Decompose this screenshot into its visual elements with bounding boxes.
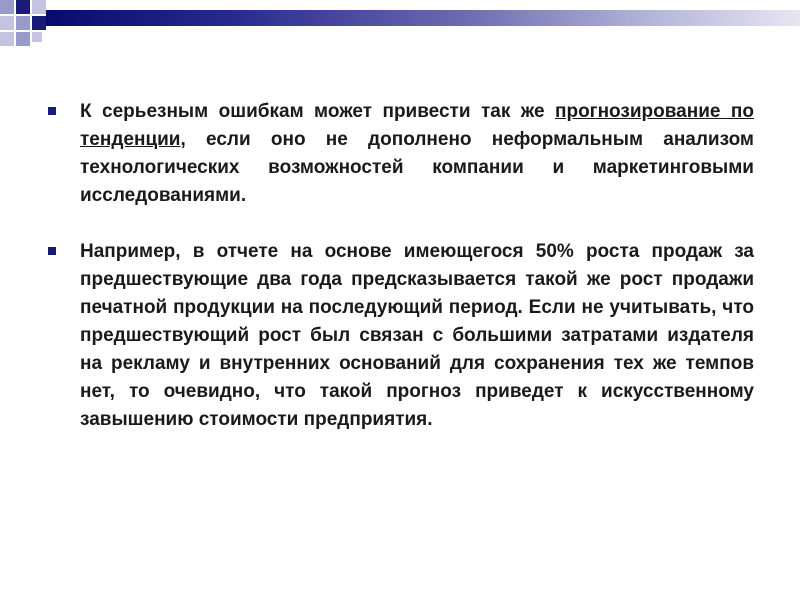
bullet-item [48, 238, 754, 434]
decor-square [16, 0, 30, 14]
bullet-text-suffix: , если оно не дополнено неформальным анализом технологических возможностей компании и маркетинговыми исследованиями. [80, 129, 754, 206]
bullet-item [48, 98, 754, 210]
bullet-square-icon [48, 247, 56, 255]
decor-square [0, 16, 14, 30]
decor-square [16, 32, 30, 46]
decor-square [32, 0, 46, 14]
bullet-square-icon [48, 107, 56, 115]
decor-square [16, 16, 30, 30]
decor-square [0, 0, 14, 14]
decor-square [0, 32, 14, 46]
decor-square [32, 16, 46, 30]
slide-content [48, 98, 754, 462]
bullet-text [80, 98, 754, 210]
decor-square [32, 32, 42, 42]
header-gradient-bar [46, 10, 800, 26]
underlined-link-text[interactable]: прогнозирование по тенденции [80, 101, 754, 150]
bullet-text-prefix: К серьезным ошибкам может привести так же [80, 101, 555, 122]
bullet-text: Например, в отчете на основе имеющегося 50% роста продаж за предшествующие два года предсказывается такой же рост продажи печатной продукции на последующий период. Если не учитывать, что предшествующий рост был связан с большими затратами издателя на рекламу и внутренних оснований для сохранения тех же темпов нет, то очевидно, что такой прогноз приведет к искусственному завышению стоимости предприятия. [80, 241, 754, 430]
